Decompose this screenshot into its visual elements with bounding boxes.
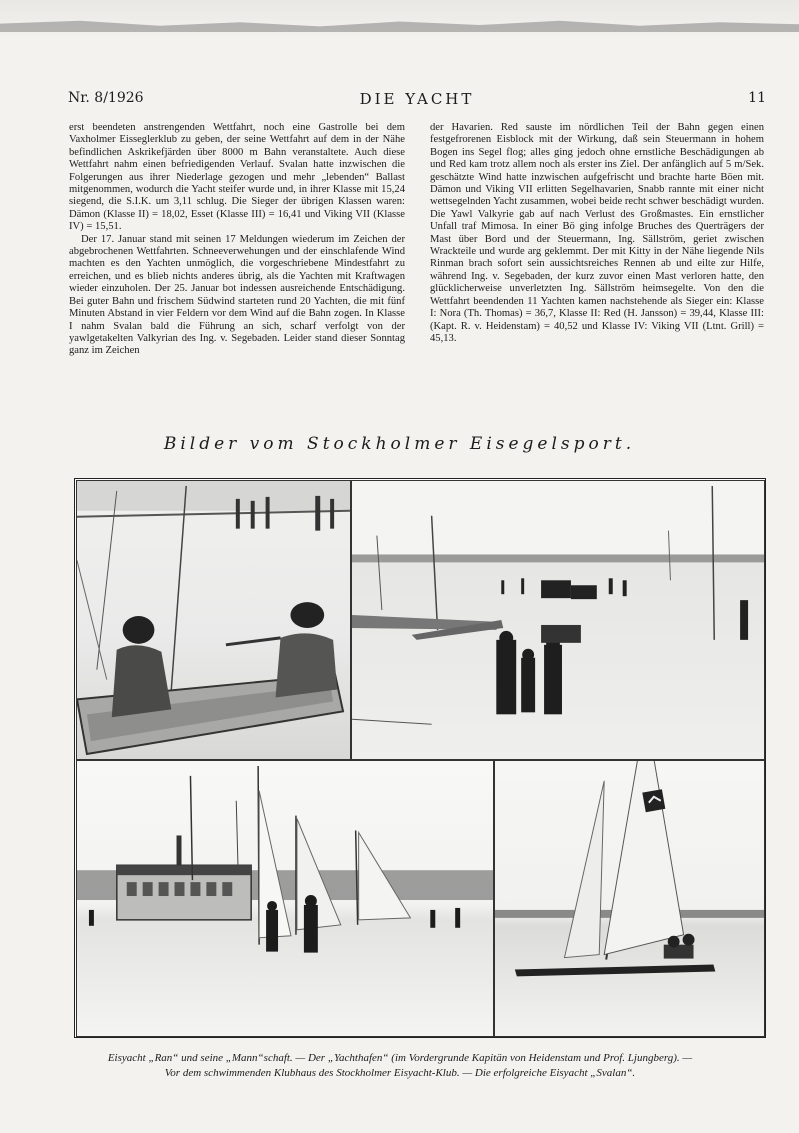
photo-ran-crew	[76, 480, 351, 760]
issue-number: Nr. 8/1926	[68, 90, 144, 106]
caption-line: Vor dem schwimmenden Klubhaus des Stockholmer Eisyacht-Klub. — Die erfolgreiche Eisyacht „Svalan“.	[164, 1067, 636, 1079]
photo-svalan-illustration	[495, 761, 764, 1036]
page-header	[68, 90, 766, 108]
torn-page-edge	[0, 18, 799, 32]
paragraph: Der 17. Januar stand mit seinen 17 Meldungen wiederum im Zeichen der abgebrochenen Wettfahrten. Schneeverwehungen und der einschlafende Wind machten es den Yachten unmöglich, die vorgeschriebene Mindestfahrt zu erreichen, und es blieb nichts anderes übrig, als die Yachten mit Kraftwagen wieder einzuholen. Der 25. Januar bot indessen ausreichende Entschädigung. Bei guter Bahn und frischem Südwind starteten rund 20 Yachten, die mit fünf Minuten Abstand in vier Feldern vor dem Wind auf die Bahn zogen. In Klasse I nahm Svalan bald die Führung an sich, scharf verfolgt von der yawlgetakelten Valkyrian des Ing. v. Segebaden. Leider stand dieser Sonntag ganz im Zeichen	[69, 233, 405, 357]
page-number: 11	[748, 90, 766, 106]
photo-yacht-harbour	[351, 480, 765, 760]
article-column-left	[69, 122, 405, 358]
gallery-title: Bilder vom Stockholmer Eisegelsport.	[163, 434, 636, 454]
photo-yacht-harbour-illustration	[352, 481, 764, 759]
paragraph: erst beendeten anstrengenden Wettfahrt, noch eine Gastrolle bei dem Vaxholmer Eisseglerklub zu geben, der seine Wettfahrt auf dem in der Nähe befindlichen Askrikefjärden über 8000 m Bahn veranstaltete. Auch diese Wettfahrt nahm einen befriedigenden Verlauf. Svalan hatte inzwischen die Folgerungen aus ihrer Niederlage gezogen und mehr „lebenden“ Ballast mitgenommen, wodurch die Yacht steifer wurde und, in ihrer Klasse mit 15,24 siegend, die S.I.K. um 3,11 schlug. Die Sieger der übrigen Klassen waren: Dämon (Klasse II) = 18,02, Esset (Klasse III) = 16,41 und Viking VII (Klasse IV) = 15,51.	[69, 122, 405, 233]
caption-line: Eisyacht „Ran“ und seine „Mann“schaft. — Der „Yachthafen“ (im Vordergrunde Kapitän von Heidenstam und Prof. Ljungberg). —	[107, 1052, 693, 1064]
article-column-right	[430, 122, 764, 345]
gallery-caption	[60, 1051, 740, 1081]
paragraph: der Havarien. Red sauste im nördlichen Teil der Bahn gegen einen festgefrorenen Eisblock mit der Wirkung, daß sein Steuermann in hohem Bogen ins Segel flog; alles ging jedoch ohne ernstliche Beschädigungen ab und Red kam trotz allem noch als erster ins Ziel. Der anfänglich auf 5 m/Sek. geschätzte Wind hatte inzwischen aufgefrischt und brachte harte Böen mit. Dämon und Viking VII erlitten Segelhavarien, Snabb rannte mit einer nicht wettsegelnden Yacht zusammen, wobei beide recht schwer beschädigt wurden. Die Yawl Valkyrie gab auf nach Verlust des Großmastes. Ein ernstlicher Unfall traf Mimosa. In einer Bö ging infolge Bruches des Querträgers der Mast über Bord und der Steuermann, Ing. Sällström, geriet zwischen Wrackteile und wurde arg geklemmt. Der mit Kitty in der Nähe liegende Nils Rinman brach sofort sein aussichtsreiches Rennen ab und eilte zur Hilfe, während Ing. v. Segebaden, der kurz zuvor einen Mast verloren hatte, den glücklicherweise unverletzten Ing. Sällström heimsegelte. Von den die Wettfahrt beendenden 11 Yachten kamen nachstehende als Sieger ein: Klasse I: Nora (Th. Thomas) = 36,7, Klasse II: Red (H. Jansson) = 39,44, Klasse III: (Kapt. R. v. Heidenstam) = 40,52 und Klasse IV: Viking VII (Ltnt. Grill) = 45,13.	[430, 122, 764, 344]
photo-grid	[74, 478, 766, 1038]
photo-floating-clubhouse-illustration	[77, 761, 493, 1036]
photo-svalan	[494, 760, 765, 1037]
photo-ran-crew-illustration	[77, 481, 350, 759]
photo-floating-clubhouse	[76, 760, 494, 1037]
journal-title: DIE YACHT	[359, 90, 475, 108]
